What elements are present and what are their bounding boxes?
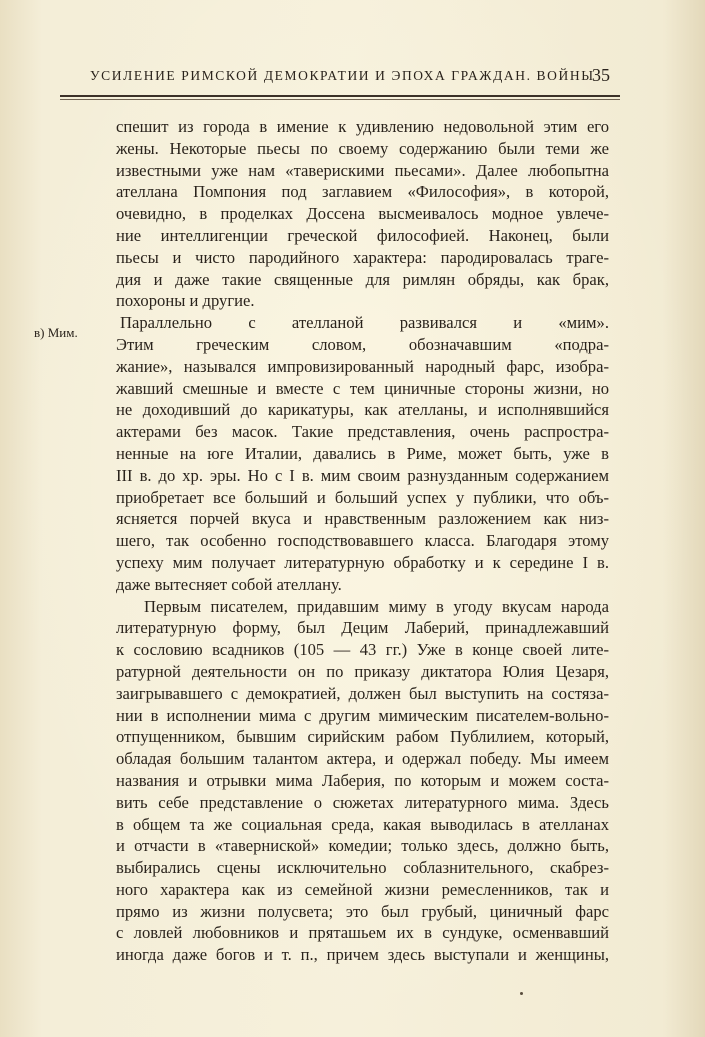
text-line: в общем та же социальная среда, какая выводилась в ателланах [116,814,609,834]
text-line: жавший смешные и вместе с тем циничные стороны жизни, но [116,378,609,398]
text-line: вить себе представление о сюжетах литературного мима. Здесь [116,792,609,812]
text-line: похороны и другие. [116,291,255,311]
text-line: Первым писателем, придавшим миму в угоду вкусам народа [144,596,609,616]
header-rule-thin [60,99,620,100]
text-line: ние интеллигенции греческой философией. Наконец, были [116,225,609,245]
text-line: иногда даже богов и т. п., причем здесь выступали и женщины, [116,945,609,965]
paragraph-laberius [116,596,609,967]
marginal-row [26,312,609,356]
text-line: не доходивший до карикатуры, как ателланы, и исполнявшийся [116,400,609,420]
marginal-note: в) Мим. [34,325,78,341]
text-line: III в. до хр. эры. Но с I в. мим своим разнузданным содержанием [116,465,609,485]
text-line: прямо из жизни полусвета; это был грубый, циничный фарс [116,901,609,921]
section-mim [26,312,609,595]
text-line: успеху мим получает литературную обработку и к середине I в. [116,552,609,572]
text-line: к сословию всадников (105 — 43 гг.) Уже в конце своей лите- [116,640,609,660]
text-line: пьесы и чисто пародийного характера: пародировалась траге- [116,247,609,267]
ink-spot [520,992,523,995]
text-line: Этим греческим словом, обозначавшим «подра- [116,334,609,354]
text-line: актерами без масок. Такие представления, очень распростра- [116,422,609,442]
page-number: 35 [592,65,610,85]
text-line: шего, так особенно господствовавшего класса. Благодаря этому [116,531,609,551]
text-line: очевидно, в проделках Доссена высмеивалось модное увлече- [116,204,609,224]
text-line: с ловлей любовников и пряташьем их в сундуке, осменвавший [116,923,609,943]
text-line: названия и отрывки мима Лаберия, по которым и можем соста- [116,770,609,790]
body-text [34,116,609,966]
text-line: обладая большим талантом актера, и одержал победу. Мы имеем [116,749,609,769]
running-title: УСИЛЕНИЕ РИМСКОЙ ДЕМОКРАТИИ И ЭПОХА ГРАЖДАН. ВОЙНЫ [90,68,595,83]
side-text [116,312,609,356]
text-line: Параллельно с ателланой развивался и «мим». [120,313,609,333]
text-line: даже вытесняет собой ателлану. [116,574,342,594]
text-line: известными уже нам «таверискими пьесами». Далее любопытна [116,160,609,180]
text-line: ного характера как из семейной жизни ремесленников, так и [116,879,609,899]
text-line: ненные на юге Италии, давались в Риме, может быть, уже в [116,443,609,463]
mim-body [116,356,609,596]
text-line: жены. Некоторые пьесы по своему содержанию были теми же [116,138,609,158]
text-line: выбирались сцены исключительно соблазнительного, скабрез- [116,858,609,878]
text-line: ратурной деятельности он по приказу диктатора Юлия Цезаря, [116,661,609,681]
header-rule [60,95,620,97]
text-line: и отчасти в «таверниской» комедии; только здесь, должно быть, [116,836,609,856]
text-line: ателлана Помпония под заглавием «Философия», в которой, [116,182,609,202]
page-header [90,66,610,90]
paragraph-ateliana-end [116,116,609,312]
text-line: отпущенником, бывшим сирийским рабом Публилием, который, [116,727,609,747]
text-line: дия и даже такие священные для римлян обряды, как брак, [116,269,609,289]
text-line: нии в исполнении мима с другим мимическим писателем-вольно- [116,705,609,725]
text-line: жание», назывался импровизированный народный фарс, изобра- [116,356,609,376]
text-line: приобретает все больший и больший успех у публики, что объ- [116,487,609,507]
text-line: заигрывавшего с демократией, должен был выступить на состяза- [116,683,609,703]
text-line: литературную форму, был Децим Лаберий, принадлежавший [116,618,609,638]
text-line: ясняется порчей вкуса и нравственным разложением как низ- [116,509,609,529]
text-line: спешит из города в имение к удивлению недовольной этим его [116,117,609,136]
